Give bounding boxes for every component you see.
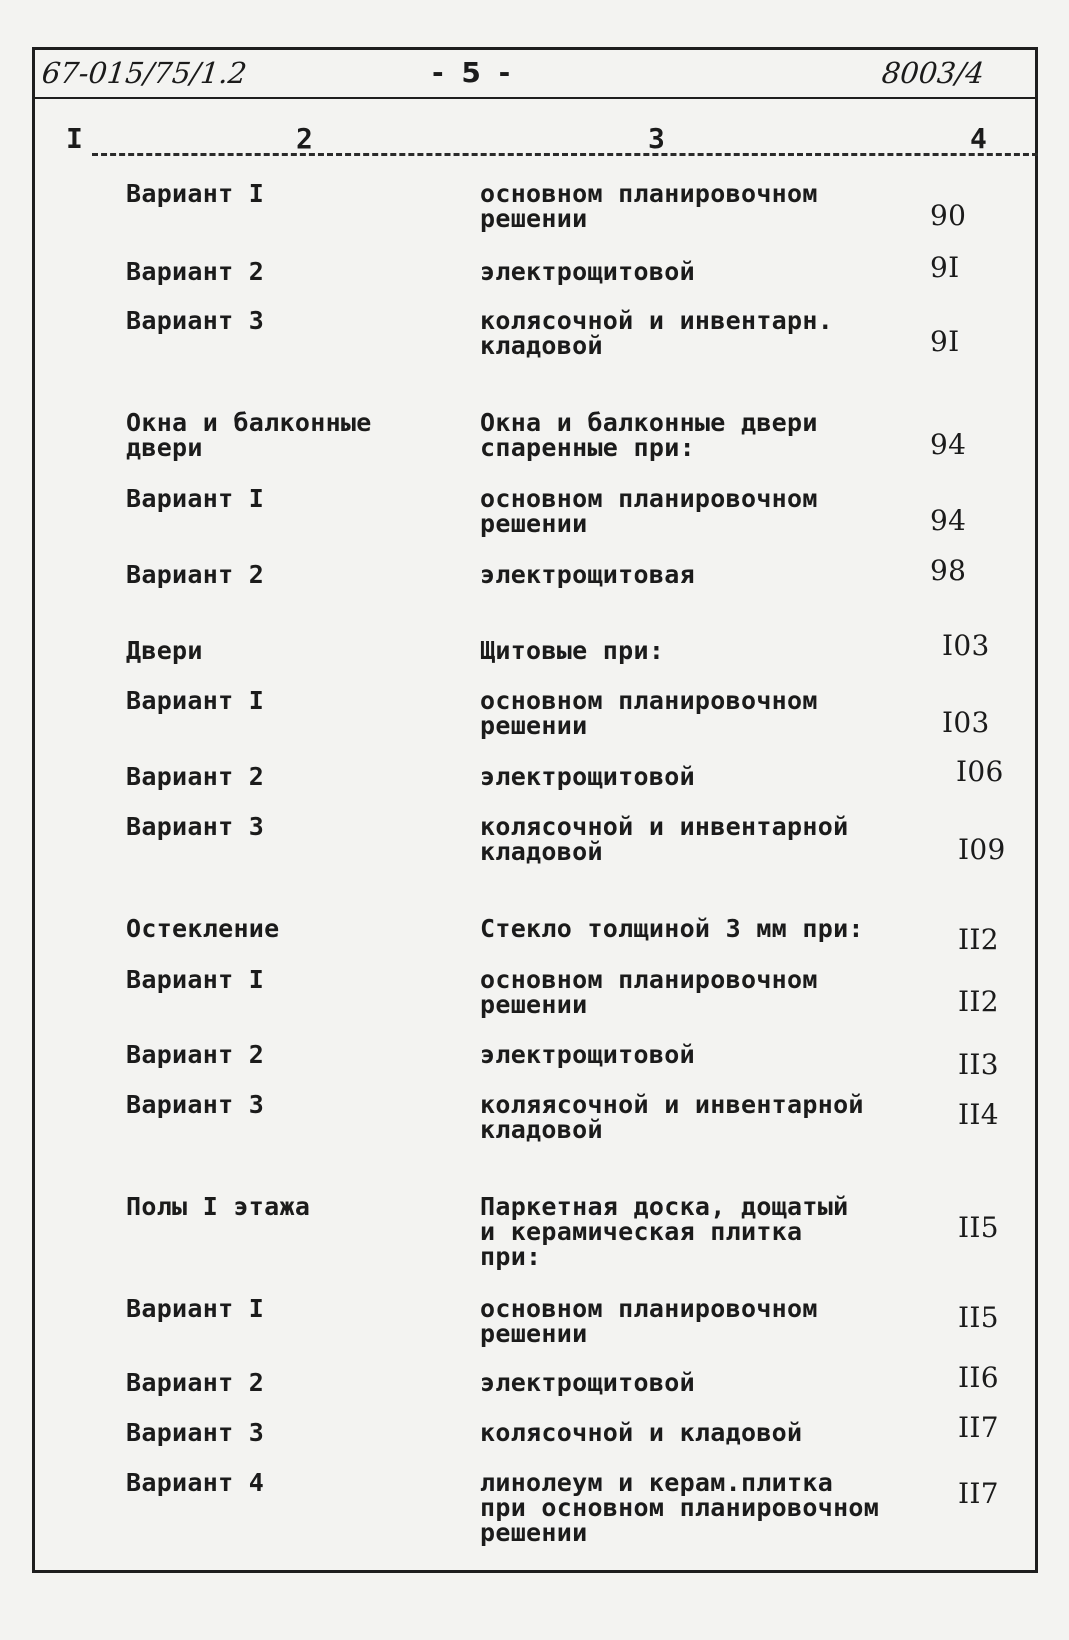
column-heading-3: 3 xyxy=(648,122,665,155)
row-item: Вариант 3 xyxy=(126,812,265,841)
row-item: Полы I этажа xyxy=(126,1192,311,1221)
row-description: линолеум и керам.плитка при основном планировочном решении xyxy=(480,1468,880,1547)
row-description: колясочной и инвентарной кладовой xyxy=(480,812,849,866)
row-description: основном планировочном решении xyxy=(480,965,818,1019)
header-divider xyxy=(32,97,1038,99)
row-item: Вариант 2 xyxy=(126,762,265,791)
row-item: Вариант I xyxy=(126,179,265,208)
row-description: электрощитовой xyxy=(480,1040,695,1069)
row-description: электрощитовой xyxy=(480,762,695,791)
row-page: 9I xyxy=(930,251,960,284)
column-heading-2: 2 xyxy=(296,122,313,155)
row-page: 98 xyxy=(930,554,967,587)
row-item: Вариант I xyxy=(126,686,265,715)
row-description: электрощитовой xyxy=(480,1368,695,1397)
row-item: Вариант 2 xyxy=(126,560,265,589)
row-item: Вариант I xyxy=(126,484,265,513)
row-description: колясочной и инвентарн. кладовой xyxy=(480,306,834,360)
row-page: II7 xyxy=(958,1411,999,1444)
row-item: Окна и балконные двери xyxy=(126,408,372,462)
row-description: основном планировочном решении xyxy=(480,179,818,233)
row-page: II2 xyxy=(958,985,999,1018)
row-description: электрощитовой xyxy=(480,257,695,286)
column-heading-4: 4 xyxy=(970,122,987,155)
row-page: I06 xyxy=(956,755,1004,788)
row-item: Вариант 3 xyxy=(126,1090,265,1119)
row-description: Щитовые при: xyxy=(480,636,665,665)
row-page: II7 xyxy=(958,1477,999,1510)
row-description: основном планировочном решении xyxy=(480,484,818,538)
row-page: II2 xyxy=(958,923,999,956)
row-item: Вариант I xyxy=(126,1294,265,1323)
row-description: колясочной и кладовой xyxy=(480,1418,803,1447)
row-description: Окна и балконные двери спаренные при: xyxy=(480,408,818,462)
row-page: 94 xyxy=(930,504,967,537)
row-page: II5 xyxy=(958,1301,999,1334)
row-description: основном планировочном решении xyxy=(480,1294,818,1348)
row-item: Остекление xyxy=(126,914,280,943)
row-description: электрощитовая xyxy=(480,560,695,589)
row-page: 94 xyxy=(930,428,967,461)
column-heading-1: I xyxy=(66,122,83,155)
row-item: Вариант 3 xyxy=(126,306,265,335)
row-page: I03 xyxy=(942,629,990,662)
row-page: II4 xyxy=(958,1098,999,1131)
row-item: Вариант 4 xyxy=(126,1468,265,1497)
row-item: Вариант 2 xyxy=(126,1040,265,1069)
row-item: Вариант I xyxy=(126,965,265,994)
row-item: Вариант 2 xyxy=(126,257,265,286)
row-item: Двери xyxy=(126,636,203,665)
row-page: I03 xyxy=(942,706,990,739)
row-description: коляясочной и инвентарной кладовой xyxy=(480,1090,864,1144)
row-description: Стекло толщиной 3 мм при: xyxy=(480,914,864,943)
column-heading-rule xyxy=(92,153,1038,156)
row-item: Вариант 3 xyxy=(126,1418,265,1447)
row-description: Паркетная доска, дощатый и керамическая плитка при: xyxy=(480,1192,849,1271)
row-page: II6 xyxy=(958,1361,999,1394)
row-page: I09 xyxy=(958,833,1006,866)
row-description: основном планировочном решении xyxy=(480,686,818,740)
row-item: Вариант 2 xyxy=(126,1368,265,1397)
document-number: 8003/4 xyxy=(880,56,986,90)
row-page: 9I xyxy=(930,325,960,358)
row-page: II3 xyxy=(958,1048,999,1081)
row-page: 90 xyxy=(930,199,967,232)
page-number: - 5 - xyxy=(432,56,515,89)
row-page: II5 xyxy=(958,1211,999,1244)
document-code: 67-015/75/1.2 xyxy=(40,56,249,90)
